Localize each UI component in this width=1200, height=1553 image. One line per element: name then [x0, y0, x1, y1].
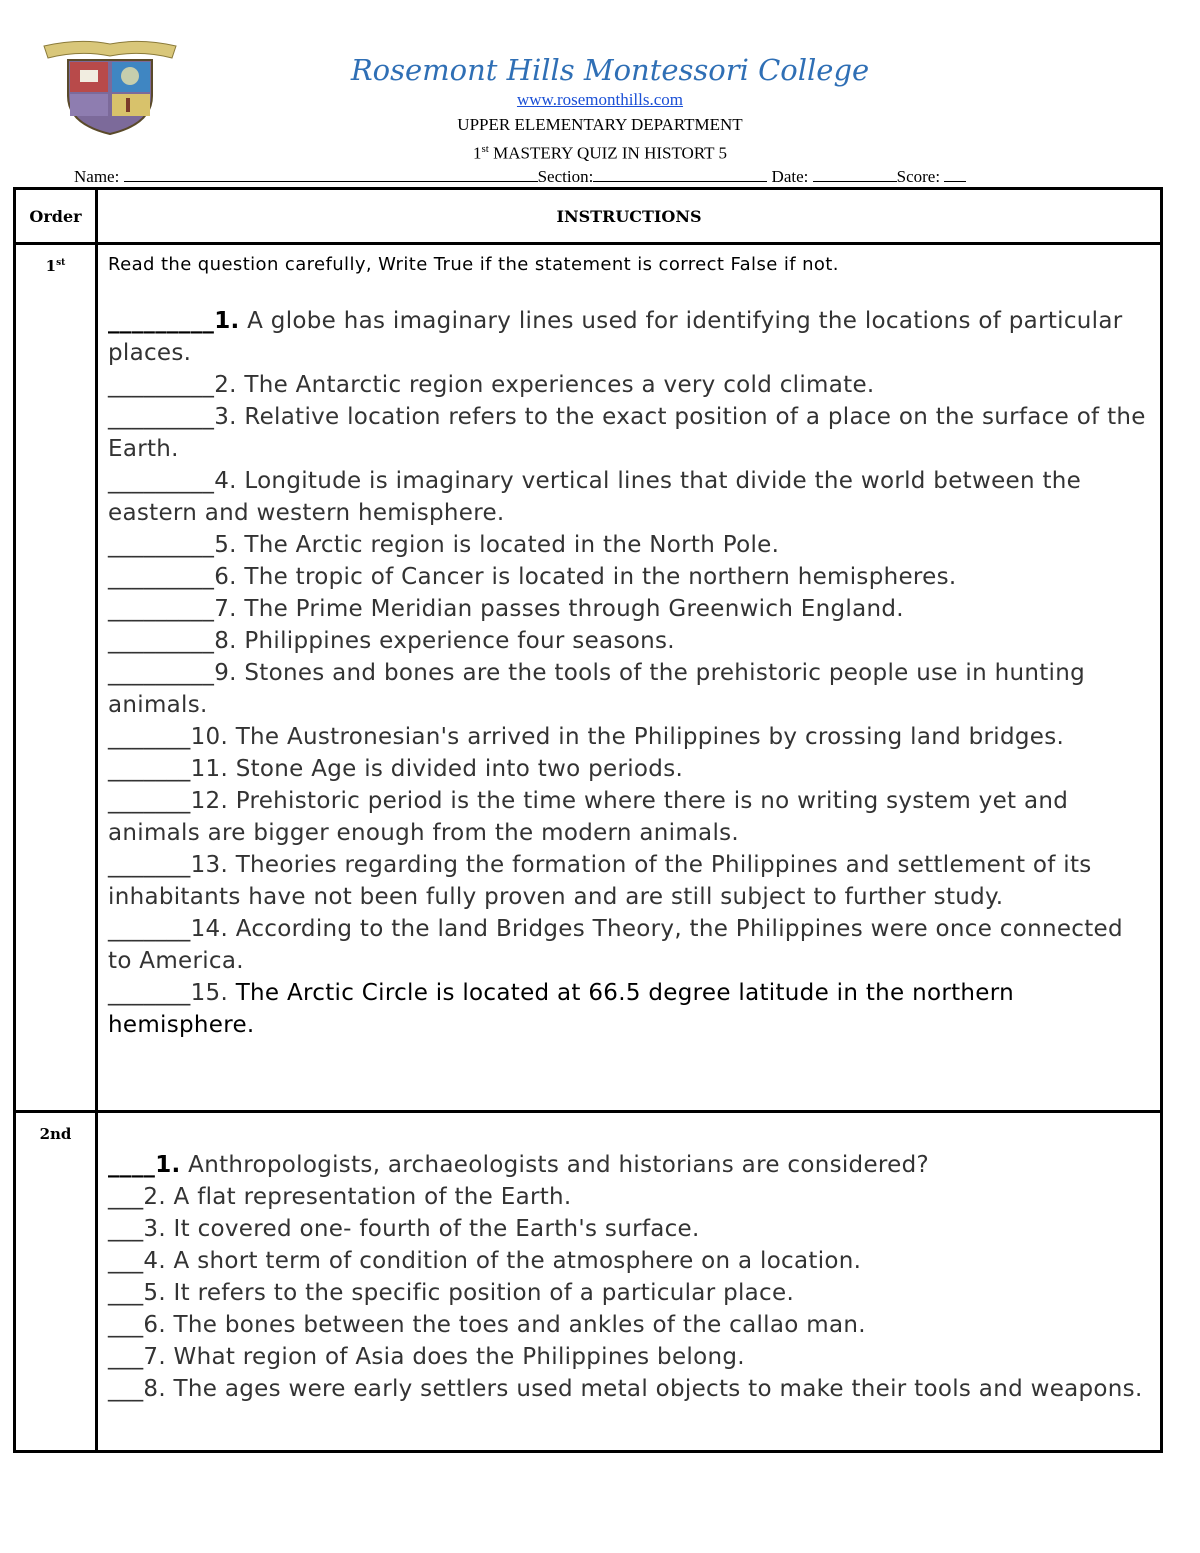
name-label: Name: [74, 167, 120, 186]
list-item[interactable]: _________1. A globe has imaginary lines used for identifying the locations of particular places. [108, 308, 1123, 366]
list-item[interactable]: _________5. The Arctic region is located in the North Pole. [108, 532, 780, 558]
list-item[interactable]: _________2. The Antarctic region experiences a very cold climate. [108, 372, 875, 398]
score-blank[interactable] [944, 166, 966, 182]
list-item[interactable]: _________3. Relative location refers to the exact position of a place on the surface of the Earth. [108, 404, 1146, 462]
section-2-row [15, 1112, 1162, 1452]
date-label: Date: [771, 167, 809, 186]
section-1-row [15, 244, 1162, 1112]
section-2-order: 2nd [15, 1112, 97, 1452]
section-1-content [97, 244, 1162, 1112]
list-item[interactable]: _______10. The Austronesian's arrived in the Philippines by crossing land bridges. [108, 724, 1065, 750]
instructions-header: INSTRUCTIONS [97, 189, 1162, 244]
list-item[interactable]: _________4. Longitude is imaginary vertical lines that divide the world between the eastern and western hemisphere. [108, 468, 1082, 526]
list-item[interactable]: ___7. What region of Asia does the Philippines belong. [108, 1344, 745, 1370]
website-link[interactable]: www.rosemonthills.com [516, 90, 684, 109]
list-item[interactable]: _________9. Stones and bones are the tools of the prehistoric people use in hunting animals. [108, 660, 1086, 718]
section-blank[interactable] [593, 166, 767, 182]
quiz-table [13, 187, 1163, 1453]
document-header [0, 52, 1200, 166]
list-item[interactable]: _________7. The Prime Meridian passes through Greenwich England. [108, 596, 904, 622]
score-label: Score: [896, 167, 941, 186]
section-label: Section: [537, 167, 594, 186]
list-item[interactable]: ___4. A short term of condition of the atmosphere on a location. [108, 1248, 862, 1274]
list-item[interactable]: _______14. According to the land Bridges Theory, the Philippines were once connected to America. [108, 916, 1123, 974]
school-name: Rosemont Hills Montessori College [350, 53, 870, 87]
list-item[interactable]: ___8. The ages were early settlers used metal objects to make their tools and weapons. [108, 1376, 1143, 1402]
list-item[interactable]: _______15. The Arctic Circle is located at 66.5 degree latitude in the northern hemisphere. [108, 980, 1014, 1038]
department-title: UPPER ELEMENTARY DEPARTMENT [457, 115, 743, 134]
list-item[interactable]: _______12. Prehistoric period is the time where there is no writing system yet and animals are bigger enough from the modern animals. [108, 788, 1069, 846]
list-item[interactable]: _______13. Theories regarding the formation of the Philippines and settlement of its inhabitants have not been fully proven and are still subject to further study. [108, 852, 1092, 910]
quiz-title: 1st MASTERY QUIZ IN HISTORT 5 [473, 143, 727, 163]
date-blank[interactable] [813, 166, 897, 182]
table-header-row [15, 189, 1162, 244]
section-1-instruction: Read the question carefully, Write True if the statement is correct False if not. [108, 254, 839, 275]
name-blank[interactable] [124, 166, 538, 182]
list-item[interactable]: ____1. Anthropologists, archaeologists and historians are considered? [108, 1152, 930, 1178]
list-item[interactable]: _________8. Philippines experience four seasons. [108, 628, 675, 654]
list-item[interactable]: _________6. The tropic of Cancer is located in the northern hemispheres. [108, 564, 957, 590]
list-item[interactable]: ___5. It refers to the specific position of a particular place. [108, 1280, 795, 1306]
order-header: Order [15, 189, 97, 244]
section-2-content [97, 1112, 1162, 1452]
student-info-line [74, 166, 966, 188]
list-item[interactable]: ___2. A flat representation of the Earth. [108, 1184, 572, 1210]
section-1-order: 1st [15, 244, 97, 1112]
list-item[interactable]: ___6. The bones between the toes and ankles of the callao man. [108, 1312, 866, 1338]
list-item[interactable]: ___3. It covered one- fourth of the Earth's surface. [108, 1216, 700, 1242]
list-item[interactable]: _______11. Stone Age is divided into two periods. [108, 756, 684, 782]
